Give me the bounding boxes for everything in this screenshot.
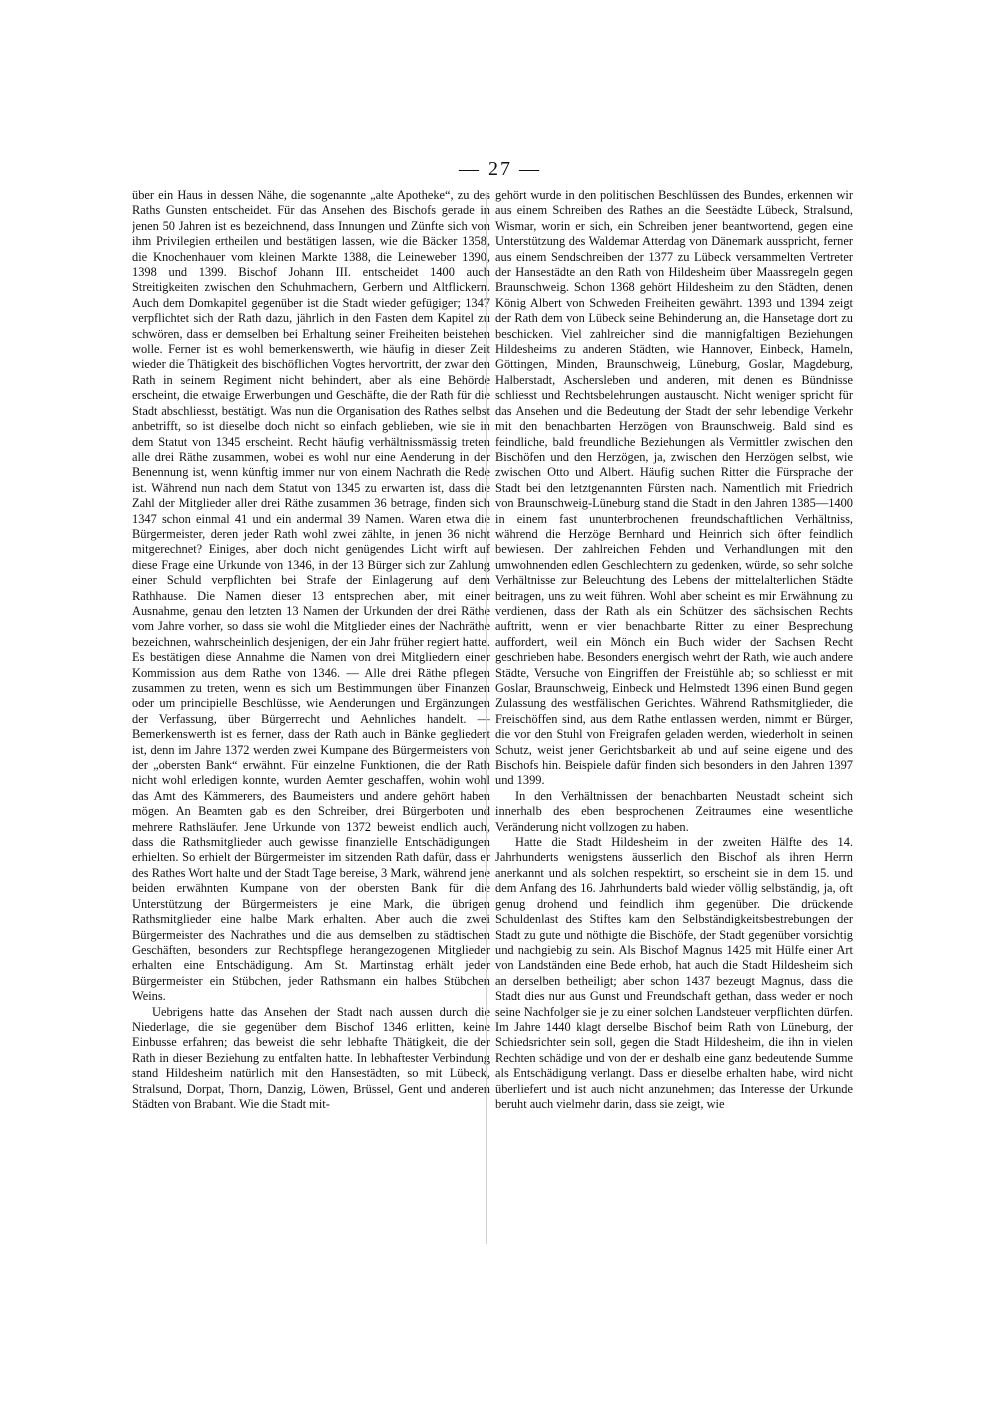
page-number: — 27 — <box>459 158 541 180</box>
paragraph: Hatte die Stadt Hildesheim in der zweiten Hälfte des 14. Jahrhunderts wenigstens äusserlich den Bischof als ihren Herrn anerkannt und als solchen respektirt, so erscheint sie in dem 15. und dem Anfang des 16. Jahrhunderts bald wieder völlig selbständig, ja, oft genug drohend und feindlich ihm gegenüber. Die drückende Schuldenlast des Stiftes kam den Selbständigkeitsbestrebungen der Stadt zu gute und nöthigte die Bischöfe, der Stadt gegenüber vorsichtig und nachgiebig zu sein. Als Bischof Magnus 1425 mit Hülfe einer Art von Landständen eine Bede erhob, hat auch die Stadt Hildesheim sich an derselben betheiligt; aber schon 1437 bezeugt Magnus, dass die Stadt dies nur aus Gunst und Freundschaft gethan, dass weder er noch seine Nachfolger sie je zu einer solchen Landsteuer verpflichten dürfen. Im Jahre 1440 klagt derselbe Bischof beim Rath von Lüneburg, der Schiedsrichter sein soll, gegen die Stadt Hildesheim, die ihn in vielen Rechten schädige und von der er deshalb eine ganz bedeutende Summe als Entschädigung verlangt. Dass er dieselbe erhalten habe, wird nicht überliefert und ist auch nicht anzunehmen; das Interesse der Urkunde beruht auch vielmehr darin, dass sie zeigt, wie <box>495 835 853 1111</box>
text-column-left <box>132 188 490 1244</box>
paragraph: In den Verhältnissen der benachbarten Neustadt scheint sich innerhalb des eben besprochenen Zeitraumes eine wesentliche Veränderung nicht vollzogen zu haben. <box>495 788 853 834</box>
paragraph: Uebrigens hatte das Ansehen der Stadt nach aussen durch die Niederlage, die sie gegenüber dem Bischof 1346 erlitten, keine Einbusse erfahren; das beweist die sehr lebhafte Thätigkeit, die der Rath in dieser Beziehung zu entfalten hatte. In lebhaftester Verbindung stand Hildesheim natürlich mit den Hansestädten, so mit Lübeck, Stralsund, Dorpat, Thorn, Danzig, Löwen, Brüssel, Gent und anderen Städten von Brabant. Wie die Stadt mit- <box>132 1004 490 1111</box>
column-divider <box>486 192 487 1244</box>
paragraph: gehört wurde in den politischen Beschlüssen des Bundes, erkennen wir aus einem Schreiben des Rathes an die Seestädte Lübeck, Stralsund, Wismar, worin er sich, ein Schreiben jener beantwortend, gegen eine Unterstützung des Waldemar Atterdag von Dänemark ausspricht, ferner aus einem Sendschreiben der 1377 zu Lübeck versammelten Vertreter der Hansestädte an den Rath von Hildesheim über Maassregeln gegen Braunschweig. Schon 1368 gehört Hildesheim zu den Städten, denen König Albert von Schweden Freiheiten gewährt. 1393 und 1394 zeigt der Rath dem von Lübeck seine Behinderung an, die Hansetage dort zu beschicken. Viel zahlreicher sind die mannigfaltigen Beziehungen Hildesheims zu anderen Städten, wie Hannover, Einbeck, Hameln, Göttingen, Minden, Braunschweig, Lüneburg, Goslar, Magdeburg, Halberstadt, Aschersleben und anderen, mit denen es Bündnisse schliesst und Rechtsbelehrungen austauscht. Nicht weniger spricht für das Ansehen und die Bedeutung der Stadt der sehr lebendige Verkehr mit den benachbarten Herzögen von Braunschweig. Bald sind es feindliche, bald freundliche Beziehungen als Vermittler zwischen den Bischöfen und den Herzögen, ja, zwischen den Herzögen selbst, wie zwischen Otto und Albert. Häufig suchen Ritter die Fürsprache der Stadt bei den letztgenannten Fürsten nach. Namentlich mit Friedrich von Braunschweig-Lüneburg stand die Stadt in den Jahren 1385—1400 in einem fast ununterbrochenen freundschaftlichen Verhältniss, während die Herzöge Bernhard und Heinrich sich öfter feindlich bewiesen. Der zahlreichen Fehden und Verhandlungen mit den umwohnenden edlen Geschlechtern zu gedenken, würde, so sehr solche Verhältnisse zur Beleuchtung des Lebens der mittelalterlichen Städte beitragen, uns zu weit führen. Wohl aber scheint es mir Erwähnung zu verdienen, dass der Rath als ein Schützer des sächsischen Rechts auftritt, wenn er vier benachbarte Ritter zu einer Besprechung auffordert, weil ein Mönch ein Buch wider der Sachsen Recht geschrieben habe. Besonders energisch wehrt der Rath, wie auch andere Städte, Versuche von Eingriffen der Freistühle ab; so schliesst er mit Goslar, Braunschweig, Einbeck und Helmstedt 1396 einen Bund gegen Zulassung des westfälischen Gerichtes. Während Rathsmitglieder, die Freischöffen sind, aus dem Rathe entlassen werden, nimmt er Bürger, die vor den Stuhl von Freigrafen geladen werden, wiederholt in seinen Schutz, weist jener Gerichtsbarkeit ab und auf seine eigene und des Bischofs hin. Beispiele dafür finden sich besonders in den Jahren 1397 und 1399. <box>495 188 853 788</box>
paragraph: über ein Haus in dessen Nähe, die sogenannte „alte Apotheke“, zu des Raths Gunsten entscheidet. Für das Ansehen des Bischofs gerade in jenen 50 Jahren ist es bezeichnend, dass Innungen und Zünfte sich von ihm Privilegien ertheilen und bestätigen lassen, wie die Bäcker 1358, die Knochenhauer vom kleinen Markte 1388, die Leineweber 1390, 1398 und 1399. Bischof Johann III. entscheidet 1400 auch Streitigkeiten zwischen den Schuhmachern, Gerbern und Altflickern. Auch dem Domkapitel gegenüber ist die Stadt wieder gefügiger; 1347 verpflichtet sich der Rath dazu, jährlich in den Fasten dem Kapitel zu schwören, dass er demselben bei Erhaltung seiner Freiheiten beistehen wolle. Ferner ist es wohl bemerkenswerth, wie häufig in dieser Zeit wieder die Thätigkeit des bischöflichen Vogtes hervortritt, der zwar den Rath in seinem Regiment nicht behindert, aber als eine Behörde erscheint, die etwaige Erwerbungen und Geschäfte, die der Rath für die Stadt abschliesst, bestätigt. Was nun die Organisation des Rathes selbst anbetrifft, so ist dieselbe doch nicht so einfach geblieben, wie sie in dem Statut von 1345 erscheint. Recht häufig verhältnissmässig treten alle drei Räthe zusammen, wobei es wohl nur eine Aenderung in der Benennung ist, wenn künftig immer nur von einem Nachrath die Rede ist. Während nun nach dem Statut von 1345 zu erwarten ist, dass die Zahl der Mitglieder aller drei Räthe zusammen 36 betrage, finden sich 1347 schon einmal 41 und ein andermal 39 Namen. Waren etwa die Bürgermeister, deren jeder Rath wohl zwei zählte, in jenen 36 nicht mitgerechnet? Einiges, aber doch nicht genügendes Licht wirft auf diese Frage eine Urkunde von 1346, in der 13 Bürger sich zur Zahlung einer Schuld verpflichten bei Strafe der Einlagerung auf dem Rathhause. Die Namen dieser 13 entsprechen aber, mit einer Ausnahme, genau den letzten 13 Namen der Urkunden der drei Räthe vom Jahre vorher, so dass sie wohl die Mitglieder eines der Nachräthe bezeichnen, wahrscheinlich desjenigen, der ein Jahr früher regiert hatte. Es bestätigen diese Annahme die Namen von drei Mitgliedern einer Kommission aus dem Rathe von 1346. — Alle drei Räthe pflegen zusammen zu treten, wenn es sich um Bestimmungen über Finanzen oder um principielle Beschlüsse, wie Aenderungen und Ergänzungen der Verfassung, über Bürgerrecht und Aehnliches handelt. — Bemerkenswerth ist es ferner, dass der Rath auch in Bänke gegliedert ist, denn im Jahre 1372 werden zwei Kumpane des Bürgermeisters von der „obersten Bank“ erwähnt. Für einzelne Funktionen, die der Rath nicht wohl erledigen konnte, wurden Aemter geschaffen, wohin wohl das Amt des Kämmerers, des Baumeisters und andere gehört haben mögen. An Beamten gab es den Schreiber, drei Bürgerboten und mehrere Rathsläufer. Jene Urkunde von 1372 beweist endlich auch, dass die Rathsmitglieder auch gewisse finanzielle Entschädigungen erhielten. So erhielt der Bürgermeister im sitzenden Rath dafür, dass er des Rathes Wort halte und der Stadt Tage bereise, 3 Mark, während jene beiden erwähnten Kumpane von der obersten Bank für die Unterstützung der Bürgermeisters je eine Mark, die übrigen Rathsmitglieder eine halbe Mark erhalten. Aber auch die zwei Bürgermeister des Nachrathes und die aus demselben zu städtischen Geschäften, besonders zur Rechtspflege herangezogenen Mitglieder erhalten eine Entschädigung. Am St. Martinstag erhält jeder Bürgermeister ein Stübchen, jeder Rathsmann ein halbes Stübchen Weins. <box>132 188 490 1004</box>
text-column-right <box>495 188 853 1244</box>
